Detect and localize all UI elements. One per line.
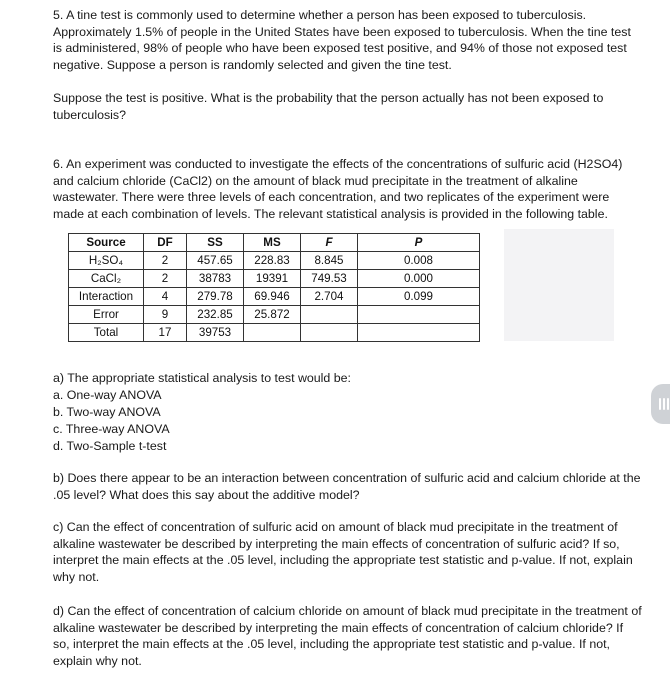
cell-ms (244, 324, 301, 342)
cell-f: 8.845 (301, 252, 358, 270)
cell-ms: 69.946 (244, 288, 301, 306)
question-5-prompt (53, 90, 643, 123)
cell-source: H₂SO₄ (69, 252, 144, 270)
part-d (53, 603, 643, 669)
part-b-text: b) Does there appear to be an interaction between concentration of sulfuric acid and calcium chloride at the .05 level? What does this say about the additive model? (53, 471, 641, 502)
question-5 (53, 7, 643, 73)
question-5-text: 5. A tine test is commonly used to determine whether a person has been exposed to tuberculosis. Approximately 1.5% of people in the United States have been exposed to tuberculosis. When the tine test is administered, 98% of people who have been exposed test positive, and 94% of those not exposed test negative. Suppose a person is randomly selected and given the tine test. (53, 8, 631, 72)
part-a-prompt: a) The appropriate statistical analysis to test would be: (53, 371, 351, 385)
part-b (53, 470, 643, 503)
cell-ms: 228.83 (244, 252, 301, 270)
cell-source: CaCl₂ (69, 270, 144, 288)
cell-source: Error (69, 306, 144, 324)
part-d-text: d) Can the effect of concentration of calcium chloride on amount of black mud precipitate in the treatment of alkaline wastewater be described by interpreting the main effects of concentration of calcium chloride? If so, interpret the main effects at the .05 level, including the appropriate test statistic and p-value. If not, explain why not. (53, 604, 642, 668)
cell-f (301, 324, 358, 342)
anova-table (68, 233, 480, 342)
cell-ms: 19391 (244, 270, 301, 288)
cell-p: 0.008 (358, 252, 480, 270)
table-row (69, 288, 480, 306)
cell-source: Interaction (69, 288, 144, 306)
cell-f (301, 306, 358, 324)
side-panel-tab[interactable] (651, 384, 670, 424)
table-row (69, 270, 480, 288)
cell-df: 9 (144, 306, 187, 324)
cell-p: 0.000 (358, 270, 480, 288)
cell-df: 2 (144, 270, 187, 288)
cell-f: 2.704 (301, 288, 358, 306)
header-ss: SS (187, 234, 244, 252)
header-df: DF (144, 234, 187, 252)
header-source: Source (69, 234, 144, 252)
cell-ss: 232.85 (187, 306, 244, 324)
table-row (69, 306, 480, 324)
cell-ms: 25.872 (244, 306, 301, 324)
cell-df: 4 (144, 288, 187, 306)
header-f: F (301, 234, 358, 252)
part-c-text: c) Can the effect of concentration of sulfuric acid on amount of black mud precipitate in the treatment of alkaline wastewater be described by interpreting the main effects of concentration of sulfuric acid? If so, interpret the main effects at the .05 level, including the appropriate test statistic and p-value. If not, explain why not. (53, 520, 633, 584)
cell-ss: 39753 (187, 324, 244, 342)
part-a (53, 370, 643, 455)
part-c (53, 519, 643, 585)
option-d: d. Two-Sample t-test (53, 439, 167, 453)
pause-icon (659, 398, 669, 410)
header-ms: MS (244, 234, 301, 252)
cell-p (358, 324, 480, 342)
option-b: b. Two-way ANOVA (53, 405, 161, 419)
option-c: c. Three-way ANOVA (53, 422, 170, 436)
cell-ss: 279.78 (187, 288, 244, 306)
option-a: a. One-way ANOVA (53, 388, 162, 402)
table-row (69, 324, 480, 342)
cell-ss: 38783 (187, 270, 244, 288)
cell-source: Total (69, 324, 144, 342)
table-header-row (69, 234, 480, 252)
cell-df: 17 (144, 324, 187, 342)
cell-f: 749.53 (301, 270, 358, 288)
question-6-text: 6. An experiment was conducted to investigate the effects of the concentrations of sulfuric acid (H2SO4) and calcium chloride (CaCl2) on the amount of black mud precipitate in the treatment of alkaline wastewater. There were three levels of each concentration, and two replicates of the experiment were made at each combination of levels. The relevant statistical analysis is provided in the following table. (53, 157, 623, 221)
table-row (69, 252, 480, 270)
table-shadow-region (504, 229, 614, 341)
question-6 (53, 156, 643, 222)
header-p: P (358, 234, 480, 252)
cell-df: 2 (144, 252, 187, 270)
cell-ss: 457.65 (187, 252, 244, 270)
cell-p (358, 306, 480, 324)
cell-p: 0.099 (358, 288, 480, 306)
question-5-prompt-text: Suppose the test is positive. What is the probability that the person actually has not been exposed to tuberculosis? (53, 91, 604, 122)
